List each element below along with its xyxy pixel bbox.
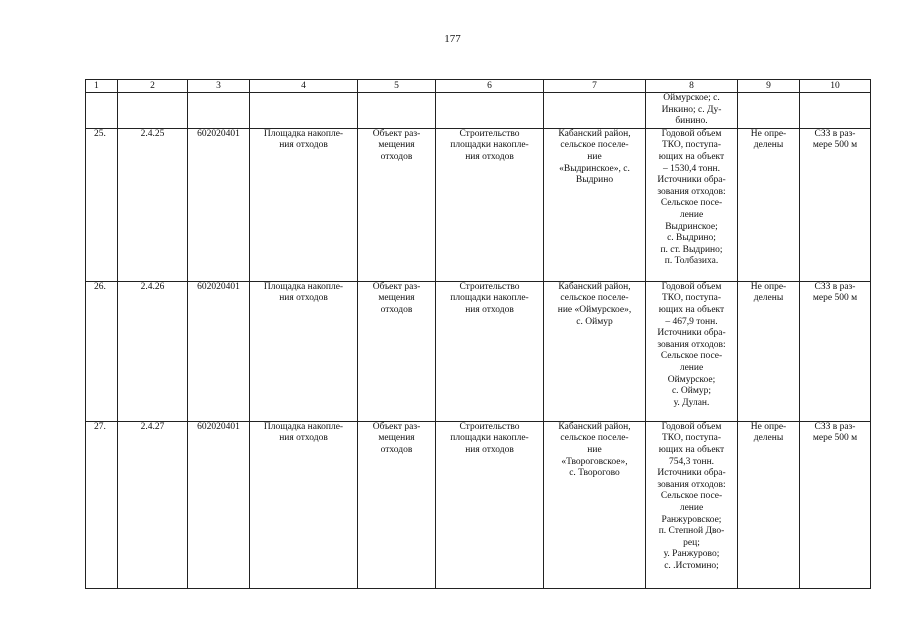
cell-text-line: Оймурское; с. (663, 93, 720, 103)
cell-text-line: «Твороговское», (561, 456, 628, 467)
status-cell (738, 128, 800, 281)
cell-text-line: ния отходов (465, 444, 514, 455)
cell-text-line: Кабанский район, (558, 128, 631, 139)
cell-text-line: площадки накопле- (450, 433, 529, 444)
cell-text-line: Площадка накопле- (263, 421, 344, 432)
cell-text-line: ния отходов (279, 293, 328, 304)
cell-text-line: сельское поселе- (560, 140, 629, 151)
cell-text-line: Не опре- (750, 281, 787, 292)
cell-text-line: зования отходов: (657, 339, 726, 350)
cell-text-line: с. .Истомино; (664, 560, 719, 571)
cell-text-line: с. Оймур (576, 316, 613, 327)
column-number: 4 (250, 80, 358, 93)
column-number: 3 (188, 80, 250, 93)
cell-text-line: ния отходов (279, 140, 328, 151)
cell-text-line: мещения (378, 433, 415, 444)
cell-text-line: ТКО, поступа- (661, 433, 722, 444)
cell-text-line: Инкино; с. Ду- (661, 104, 722, 115)
cell-text-line: зования отходов: (657, 479, 726, 490)
column-number: 8 (646, 80, 738, 93)
cell-text-line: бинино. (675, 116, 708, 127)
oktmo-cell: 602020401 (188, 421, 250, 588)
cell-text-line: мещения (378, 140, 415, 151)
code-cell: 2.4.27 (118, 421, 188, 588)
column-number: 1 (86, 80, 118, 93)
facility-name-cell (250, 128, 358, 281)
cell-text-line: с. Выдрино; (667, 233, 716, 244)
cell-text-line: – 1530,4 тонн. (663, 163, 720, 174)
cell-text-line: зования отходов: (657, 186, 726, 197)
oktmo-cell: 602020401 (188, 281, 250, 421)
location-cell (544, 128, 646, 281)
cell-text-line: Кабанский район, (558, 421, 631, 432)
activity-cell (436, 128, 544, 281)
cell-text-line: Строительство (459, 128, 520, 139)
cell-text-line: ление (679, 362, 704, 373)
cell-text-line: – 467,9 тонн. (665, 316, 718, 327)
cell-text-line: Объект раз- (372, 421, 421, 432)
code-cell: 2.4.25 (118, 128, 188, 281)
column-number: 5 (358, 80, 436, 93)
details-cell (646, 281, 738, 421)
cell-text-line: Объект раз- (372, 128, 421, 139)
cell-text-line: с. Творогово (569, 468, 620, 479)
cell-text-line: Кабанский район, (558, 281, 631, 292)
table-row (86, 128, 871, 281)
cell-text-line: Ранжуровское; (661, 514, 722, 525)
cell-text-line: ние «Оймурское», (557, 304, 632, 315)
cell-text-line: Выдринское; (665, 221, 718, 232)
cell-text-line: СЗЗ в раз- (814, 128, 856, 139)
activity-cell (436, 421, 544, 588)
cell-text-line: Объект раз- (372, 281, 421, 292)
cell-text-line: Годовой объем (661, 128, 722, 139)
cell-text-line: Годовой объем (661, 421, 722, 432)
row-number-cell: 27. (86, 421, 118, 588)
cell-text-line: ния отходов (465, 151, 514, 162)
cell-text-line: Источники обра- (657, 328, 726, 339)
table-row (86, 281, 871, 421)
cell-text-line: отходов (380, 444, 413, 455)
cell-text-line: Строительство (459, 281, 520, 292)
cell-text-line: делены (753, 293, 784, 304)
cell-text-line: рец; (683, 537, 700, 548)
cell-text-line: п. ст. Выдрино; (660, 244, 723, 255)
facility-name-cell (250, 281, 358, 421)
cell-text-line: Выдрино (575, 175, 614, 186)
cell-text-line: ния отходов (279, 433, 328, 444)
cell-text-line: ТКО, поступа- (661, 293, 722, 304)
details-cell (646, 128, 738, 281)
cell-text-line: ния отходов (465, 304, 514, 315)
cell-text-line: п. Толбазиха. (664, 256, 719, 267)
cell-text-line: ние (587, 151, 602, 162)
cell-text-line: Годовой объем (661, 281, 722, 292)
cell-text-line: делены (753, 140, 784, 151)
cell-text-line: ющих на объект (658, 304, 725, 315)
status-cell (738, 281, 800, 421)
cell-text-line: мещения (378, 293, 415, 304)
sanitary-zone-cell (800, 128, 871, 281)
cell-text-line: п. Степной Дво- (658, 526, 725, 537)
cell-text-line: Не опре- (750, 421, 787, 432)
cell-text-line: Строительство (459, 421, 520, 432)
cell-text-line: Сельское посе- (660, 491, 723, 502)
cell-text-line: ление (679, 209, 704, 220)
cell-text-line: СЗЗ в раз- (814, 421, 856, 432)
column-number: 2 (118, 80, 188, 93)
cell-text-line: Сельское посе- (660, 198, 723, 209)
table-row (86, 421, 871, 588)
cell-text-line: делены (753, 433, 784, 444)
facility-type-cell (358, 421, 436, 588)
cell-text-line: Оймурское; (667, 374, 716, 385)
cell-text-line: ющих на объект (658, 444, 725, 455)
cell-text-line: мере 500 м (812, 293, 858, 304)
cell-text-line: площадки накопле- (450, 293, 529, 304)
cell-text-line: Источники обра- (657, 175, 726, 186)
column-number: 10 (800, 80, 871, 93)
status-cell (738, 421, 800, 588)
code-cell: 2.4.26 (118, 281, 188, 421)
sanitary-zone-cell (800, 421, 871, 588)
cell-text-line: Источники обра- (657, 468, 726, 479)
cell-text-line: отходов (380, 151, 413, 162)
cell-text-line: сельское поселе- (560, 293, 629, 304)
continuation-details-cell (646, 93, 738, 129)
cell-text-line: у. Ранжурово; (663, 549, 720, 560)
cell-text-line: Не опре- (750, 128, 787, 139)
cell-text-line: ние (587, 444, 602, 455)
cell-text-line: Площадка накопле- (263, 128, 344, 139)
cell-text-line: сельское поселе- (560, 433, 629, 444)
facility-name-cell (250, 421, 358, 588)
cell-text-line: площадки накопле- (450, 140, 529, 151)
cell-text-line: ление (679, 502, 704, 513)
cell-text-line: «Выдринское», с. (559, 163, 630, 174)
continuation-row (86, 93, 871, 129)
page-number: 177 (444, 33, 461, 45)
cell-text-line: 754,3 тонн. (668, 456, 715, 467)
cell-text-line: с. Оймур; (671, 386, 712, 397)
details-cell (646, 421, 738, 588)
waste-facility-table (85, 79, 871, 589)
oktmo-cell: 602020401 (188, 128, 250, 281)
column-number: 7 (544, 80, 646, 93)
facility-type-cell (358, 281, 436, 421)
column-number: 9 (738, 80, 800, 93)
cell-text-line: у. Дулан. (673, 397, 710, 408)
facility-type-cell (358, 128, 436, 281)
row-number-cell: 26. (86, 281, 118, 421)
location-cell (544, 281, 646, 421)
sanitary-zone-cell (800, 281, 871, 421)
activity-cell (436, 281, 544, 421)
column-number-row (86, 80, 871, 93)
cell-text-line: СЗЗ в раз- (814, 281, 856, 292)
cell-text-line: Сельское посе- (660, 351, 723, 362)
cell-text-line: ТКО, поступа- (661, 140, 722, 151)
cell-text-line: мере 500 м (812, 433, 858, 444)
column-number: 6 (436, 80, 544, 93)
row-number-cell: 25. (86, 128, 118, 281)
cell-text-line: отходов (380, 304, 413, 315)
cell-text-line: мере 500 м (812, 140, 858, 151)
cell-text-line: ющих на объект (658, 151, 725, 162)
cell-text-line: Площадка накопле- (263, 281, 344, 292)
location-cell (544, 421, 646, 588)
